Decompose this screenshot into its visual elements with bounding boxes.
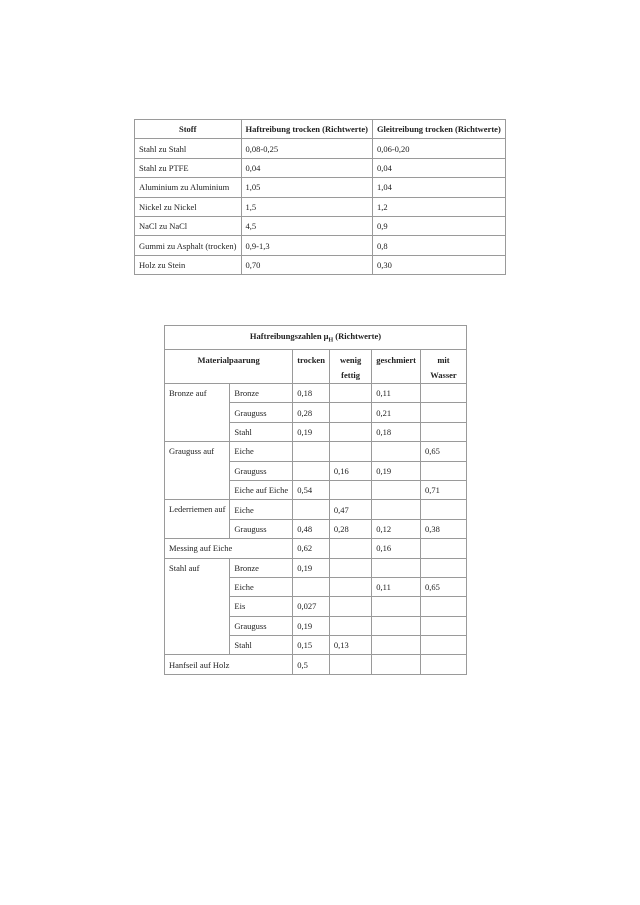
table-cell: 0,19: [372, 461, 421, 480]
table-cell: [420, 500, 466, 519]
table-cell: 0,08-0,25: [241, 139, 372, 158]
table-cell: [293, 461, 330, 480]
table-cell: 0,04: [372, 158, 505, 177]
table-cell: NaCl zu NaCl: [135, 216, 242, 235]
friction-table-static: [164, 325, 467, 675]
table-cell: Grauguss: [230, 616, 293, 635]
table-cell: [372, 480, 421, 499]
table-cell: 0,5: [293, 655, 330, 674]
table-row: [135, 197, 506, 216]
group-label: Grauguss auf: [165, 442, 230, 500]
table-cell: [420, 461, 466, 480]
table-cell: 0,19: [293, 558, 330, 577]
table-cell: 0,19: [293, 616, 330, 635]
table-row: [165, 442, 467, 461]
table-cell: 1,05: [241, 178, 372, 197]
table-cell: Bronze: [230, 558, 293, 577]
table-row: [135, 139, 506, 158]
table-cell: Grauguss: [230, 403, 293, 422]
table-cell: Eis: [230, 597, 293, 616]
table-cell: Stahl: [230, 422, 293, 441]
table-row: [165, 500, 467, 519]
table-row: [135, 178, 506, 197]
table-cell: 0,06-0,20: [372, 139, 505, 158]
table-cell: [293, 500, 330, 519]
table-cell: [420, 403, 466, 422]
table-cell: 0,13: [329, 636, 371, 655]
table-cell: 1,5: [241, 197, 372, 216]
table-cell: 4,5: [241, 216, 372, 235]
table-cell: [329, 384, 371, 403]
table-row: [165, 384, 467, 403]
table-cell: [420, 597, 466, 616]
caption-text: Haftreibungszahlen μ: [249, 331, 329, 342]
table-cell: Grauguss: [230, 519, 293, 538]
table-cell: Stahl zu PTFE: [135, 158, 242, 177]
table-cell: 0,18: [372, 422, 421, 441]
table-cell: [420, 616, 466, 635]
table-cell: Stahl: [230, 636, 293, 655]
table-header-row: [165, 350, 467, 384]
table-cell: Stahl zu Stahl: [135, 139, 242, 158]
table-cell: [329, 558, 371, 577]
table-cell: 0,027: [293, 597, 330, 616]
table-cell: 0,9-1,3: [241, 236, 372, 255]
table-header-row: [135, 120, 506, 139]
table-cell: 0,16: [329, 461, 371, 480]
table-row: [135, 158, 506, 177]
table-cell: [372, 500, 421, 519]
table-cell: 0,16: [372, 539, 421, 558]
friction-table-general: [134, 119, 506, 275]
table-cell: 0,12: [372, 519, 421, 538]
table-row: [165, 655, 467, 674]
table-cell: 1,2: [372, 197, 505, 216]
table-cell: 0,9: [372, 216, 505, 235]
table-cell: [329, 442, 371, 461]
table-cell: Grauguss: [230, 461, 293, 480]
table-cell: Gummi zu Asphalt (trocken): [135, 236, 242, 255]
table-cell: 0,70: [241, 255, 372, 274]
table-row: [165, 539, 467, 558]
group-label: Lederriemen auf: [165, 500, 230, 539]
table-cell: 0,62: [293, 539, 330, 558]
table-cell: [329, 655, 371, 674]
table-row: [165, 558, 467, 577]
table-cell: 0,30: [372, 255, 505, 274]
table-cell: 0,21: [372, 403, 421, 422]
table-cell: [372, 636, 421, 655]
table-cell: 0,48: [293, 519, 330, 538]
table-cell: 0,04: [241, 158, 372, 177]
table-cell: 0,11: [372, 384, 421, 403]
column-header: Gleitreibung trocken (Richtwerte): [372, 120, 505, 139]
table-cell: 1,04: [372, 178, 505, 197]
table-cell: 0,8: [372, 236, 505, 255]
table-cell: [329, 539, 371, 558]
caption-suffix: (Richtwerte): [333, 331, 382, 342]
table-cell: [293, 577, 330, 596]
table-cell: Holz zu Stein: [135, 255, 242, 274]
column-header: trocken: [293, 350, 330, 384]
table-cell: [420, 539, 466, 558]
group-label: Hanfseil auf Holz: [165, 655, 293, 674]
table-cell: 0,28: [329, 519, 371, 538]
table-cell: 0,11: [372, 577, 421, 596]
table-cell: [420, 655, 466, 674]
table-cell: 0,54: [293, 480, 330, 499]
table-cell: [420, 558, 466, 577]
table-cell: [329, 597, 371, 616]
column-header: Stoff: [135, 120, 242, 139]
table-cell: [420, 384, 466, 403]
table-cell: [372, 442, 421, 461]
table-cell: 0,65: [420, 577, 466, 596]
table-cell: 0,71: [420, 480, 466, 499]
table-cell: Nickel zu Nickel: [135, 197, 242, 216]
table-cell: 0,28: [293, 403, 330, 422]
group-label: Bronze auf: [165, 384, 230, 442]
table-cell: Eiche: [230, 577, 293, 596]
table-cell: Bronze: [230, 384, 293, 403]
table-row: [135, 236, 506, 255]
table-caption-row: [165, 326, 467, 350]
table-cell: [329, 616, 371, 635]
table-caption: [165, 326, 467, 350]
table-cell: Eiche: [230, 442, 293, 461]
table-cell: [329, 577, 371, 596]
group-label: Stahl auf: [165, 558, 230, 655]
table-cell: 0,18: [293, 384, 330, 403]
table-cell: Eiche auf Eiche: [230, 480, 293, 499]
table-cell: 0,47: [329, 500, 371, 519]
table-row: [135, 255, 506, 274]
column-header: mit Wasser: [420, 350, 466, 384]
column-header: geschmiert: [372, 350, 421, 384]
table-cell: [420, 422, 466, 441]
table-cell: Eiche: [230, 500, 293, 519]
table-cell: [329, 422, 371, 441]
table-cell: 0,38: [420, 519, 466, 538]
table-cell: [420, 636, 466, 655]
column-header: Materialpaarung: [165, 350, 293, 384]
table-cell: Aluminium zu Aluminium: [135, 178, 242, 197]
table-cell: 0,15: [293, 636, 330, 655]
caption-subscript: H: [328, 337, 334, 344]
table-cell: [372, 597, 421, 616]
table-cell: [372, 558, 421, 577]
column-header: wenig fettig: [329, 350, 371, 384]
column-header: Haftreibung trocken (Richtwerte): [241, 120, 372, 139]
table-cell: [329, 480, 371, 499]
table-cell: [372, 655, 421, 674]
table-cell: [372, 616, 421, 635]
table-row: [135, 216, 506, 235]
table-cell: [293, 442, 330, 461]
group-label: Messing auf Eiche: [165, 539, 293, 558]
table-cell: [329, 403, 371, 422]
table-cell: 0,19: [293, 422, 330, 441]
table-cell: 0,65: [420, 442, 466, 461]
